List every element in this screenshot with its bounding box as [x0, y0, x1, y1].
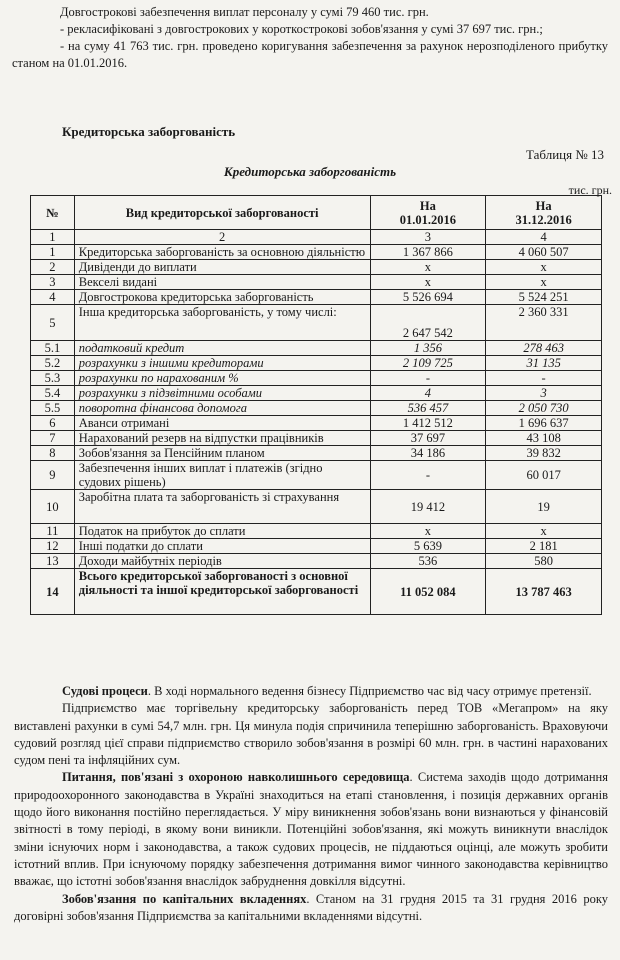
- row-name: Податок на прибуток до сплати: [74, 524, 370, 539]
- value-2016-start: 1 367 866: [370, 245, 486, 260]
- environment-text: . Система заходів щодо дотримання природоохоронного законодавства в Україні знаходиться на етапі становлення, і позиція державних органів щодо його виконання постійно переглядається. У міру виникнення зобов'язань вони визнаються у фінансовій звітності в тому періоді, в якому вони виникли. Потенційні зобов'язання, які можуть виникнути внаслідок зміни існуючих норм і законодавства, а також судових процесів, не піддаються оцінці, але можуть зробити істотний вплив. При існуючому порядку забезпечення дотримання вимог чинного законодавства керівництво вважає, що істотні зобов'язання внаслідок забруднення довкілля відсутні.: [14, 770, 608, 889]
- value-2016-start: -: [370, 461, 486, 490]
- row-number: 5.2: [31, 356, 75, 371]
- value-2016-start: 34 186: [370, 446, 486, 461]
- row-number: 13: [31, 554, 75, 569]
- value-2016-start: 5 639: [370, 539, 486, 554]
- value-2016-end: 2 050 730: [486, 401, 602, 416]
- value-2016-start: 3: [370, 230, 486, 245]
- capital-text: . Станом на 31 грудня 2015 та 31 грудня 2016 року договірні зобов'язання Підприємства за капітальними вкладеннями відсутні.: [14, 891, 608, 923]
- row-number: 6: [31, 416, 75, 431]
- row-number: 4: [31, 290, 75, 305]
- value-2016-end: x: [486, 524, 602, 539]
- row-number: 2: [31, 260, 75, 275]
- table-row: [31, 305, 602, 341]
- row-number: 9: [31, 461, 75, 490]
- value-2016-start: 1 412 512: [370, 416, 486, 431]
- court-paragraph: [14, 683, 608, 700]
- header-2016-start: На 01.01.2016: [370, 196, 486, 230]
- environment-title: Питання, пов'язані з охороною навколишнього середовища: [62, 770, 410, 785]
- table-row: [31, 260, 602, 275]
- row-number: 14: [31, 569, 75, 615]
- table-title: Кредиторська заборгованість: [223, 164, 397, 179]
- row-name: розрахунки з іншими кредиторами: [74, 356, 370, 371]
- table-row: [31, 386, 602, 401]
- capital-paragraph: [14, 891, 608, 926]
- row-name: поворотна фінансова допомога: [74, 401, 370, 416]
- row-number: 5.4: [31, 386, 75, 401]
- value-2016-start: 2 109 725: [370, 356, 486, 371]
- court-paragraph-2: Підприємство має торгівельну кредиторську заборгованість перед ТОВ «Мегапром» на яку виставлені рахунки в сумі 54,7 млн. грн. Ця минула подія спричинила теперішню заборгованість. Враховуючи судовий розгляд цієї справи підприємство створило зобов'язання в розмірі 60 млн. грн. в частині нарахованих судом пені та інфляційних сум.: [14, 701, 608, 768]
- value-2016-end: 39 832: [486, 446, 602, 461]
- value-2016-end: -: [486, 371, 602, 386]
- table-row: [31, 554, 602, 569]
- value-2016-end: 2 360 331: [486, 305, 602, 341]
- value-2016-start: 4: [370, 386, 486, 401]
- table-row: [31, 245, 602, 260]
- row-name: Векселі видані: [74, 275, 370, 290]
- header-type: Вид кредиторської заборгованості: [74, 196, 370, 230]
- value-2016-end: 31 135: [486, 356, 602, 371]
- value-2016-start: 37 697: [370, 431, 486, 446]
- row-number: 8: [31, 446, 75, 461]
- row-name: Зобов'язання за Пенсійним планом: [74, 446, 370, 461]
- value-2016-end: 5 524 251: [486, 290, 602, 305]
- environment-paragraph: [14, 769, 608, 890]
- value-2016-start: x: [370, 524, 486, 539]
- table-row: [31, 431, 602, 446]
- provisions-line-3: - на суму 41 763 тис. грн. проведено коригування забезпечення за рахунок нерозподіленого прибутку станом на 01.01.2016.: [12, 39, 608, 70]
- row-number: 5: [31, 305, 75, 341]
- row-name: податковий кредит: [74, 341, 370, 356]
- value-2016-end: 60 017: [486, 461, 602, 490]
- row-name: Кредиторська заборгованість за основною діяльністю: [74, 245, 370, 260]
- value-2016-start: 1 356: [370, 341, 486, 356]
- row-number: 10: [31, 490, 75, 524]
- section-title: Кредиторська заборгованість: [62, 124, 236, 139]
- value-2016-end: x: [486, 260, 602, 275]
- table-row: [31, 341, 602, 356]
- column-index-row: [31, 230, 602, 245]
- table-row: [31, 401, 602, 416]
- row-name: Інша кредиторська заборгованість, у тому числі:: [74, 305, 370, 341]
- value-2016-end: 580: [486, 554, 602, 569]
- payables-table: [30, 195, 602, 615]
- row-number: 5.3: [31, 371, 75, 386]
- notes-text: [14, 683, 608, 925]
- table-row: [31, 539, 602, 554]
- value-2016-end: 278 463: [486, 341, 602, 356]
- table-row: [31, 461, 602, 490]
- value-2016-start: -: [370, 371, 486, 386]
- value-2016-start: x: [370, 260, 486, 275]
- table-row: [31, 446, 602, 461]
- value-2016-end: 1 696 637: [486, 416, 602, 431]
- row-name: розрахунки з підзвітними особами: [74, 386, 370, 401]
- value-2016-end: 19: [486, 490, 602, 524]
- value-2016-end: 4: [486, 230, 602, 245]
- table-row: [31, 371, 602, 386]
- court-text: . В ході нормального ведення бізнесу Підприємство час від часу отримує претензії.: [147, 684, 592, 698]
- row-number: 11: [31, 524, 75, 539]
- value-2016-end: 4 060 507: [486, 245, 602, 260]
- row-number: 3: [31, 275, 75, 290]
- row-name: 2: [74, 230, 370, 245]
- value-2016-start: 536 457: [370, 401, 486, 416]
- table-row: [31, 569, 602, 615]
- capital-title: Зобов'язання по капітальних вкладеннях: [62, 891, 307, 906]
- row-number: 5.1: [31, 341, 75, 356]
- value-2016-start: x: [370, 275, 486, 290]
- row-name: Дивіденди до виплати: [74, 260, 370, 275]
- row-name: Доходи майбутніх періодів: [74, 554, 370, 569]
- provisions-line-2: - рекласифіковані з довгострокових у короткострокові зобов'язання у сумі 37 697 тис. грн.;: [60, 22, 543, 36]
- row-name: Заробітна плата та заборгованість зі страхування: [74, 490, 370, 524]
- value-2016-start: 536: [370, 554, 486, 569]
- table-row: [31, 356, 602, 371]
- provisions-text: [12, 4, 608, 72]
- row-name: розрахунки по нарахованим %: [74, 371, 370, 386]
- value-2016-start: 5 526 694: [370, 290, 486, 305]
- table-row: [31, 275, 602, 290]
- row-name: Інші податки до сплати: [74, 539, 370, 554]
- row-number: 1: [31, 230, 75, 245]
- value-2016-end: 43 108: [486, 431, 602, 446]
- value-2016-end: x: [486, 275, 602, 290]
- value-2016-end: 2 181: [486, 539, 602, 554]
- units-label: тис. грн.: [568, 183, 612, 197]
- row-number: 5.5: [31, 401, 75, 416]
- table-header-row: [31, 196, 602, 230]
- value-2016-start: 19 412: [370, 490, 486, 524]
- header-2016-end: На 31.12.2016: [486, 196, 602, 230]
- value-2016-start: 11 052 084: [370, 569, 486, 615]
- provisions-line-1: Довгострокові забезпечення виплат персоналу у сумі 79 460 тис. грн.: [60, 5, 429, 19]
- row-number: 1: [31, 245, 75, 260]
- row-name: Довгострокова кредиторська заборгованість: [74, 290, 370, 305]
- value-2016-end: 3: [486, 386, 602, 401]
- table-row: [31, 416, 602, 431]
- row-number: 12: [31, 539, 75, 554]
- row-name: Забезпечення інших виплат і платежів (згідно судових рішень): [74, 461, 370, 490]
- table-row: [31, 524, 602, 539]
- row-name: Аванси отримані: [74, 416, 370, 431]
- value-2016-start: 2 647 542: [370, 305, 486, 341]
- value-2016-end: 13 787 463: [486, 569, 602, 615]
- table-row: [31, 490, 602, 524]
- row-number: 7: [31, 431, 75, 446]
- row-name: Всього кредиторської заборгованості з основної діяльності та іншої кредиторської заборгованості: [74, 569, 370, 615]
- court-title: Судові процеси: [62, 684, 148, 698]
- header-number: №: [31, 196, 75, 230]
- table-number: Таблиця № 13: [526, 147, 604, 162]
- table-row: [31, 290, 602, 305]
- row-name: Нарахований резерв на відпустки працівників: [74, 431, 370, 446]
